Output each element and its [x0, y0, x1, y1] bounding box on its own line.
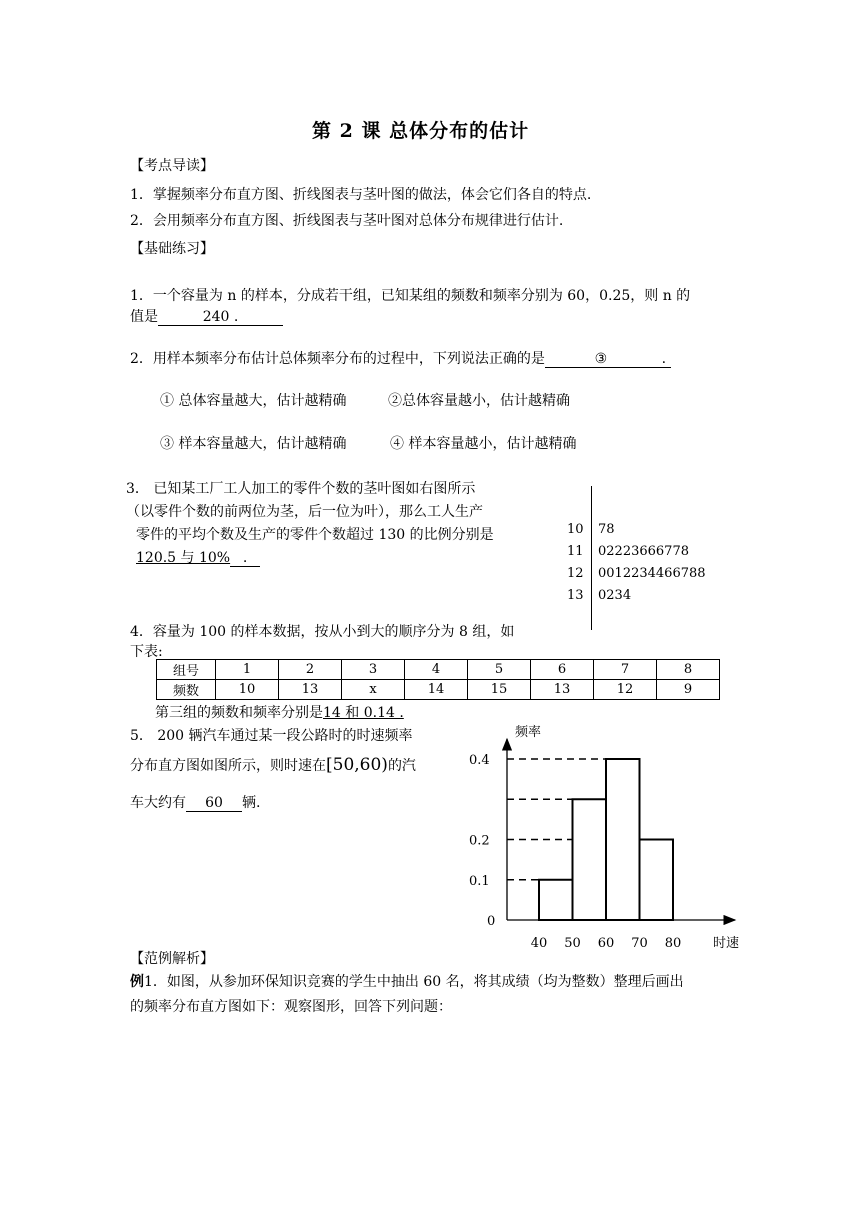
q5-line2 — [130, 755, 416, 775]
leaf-12: 0012234466788 — [598, 566, 706, 581]
stem-leaf-divider — [591, 486, 592, 630]
q2-option-3: ③ 样本容量越大，估计越精确 — [160, 436, 347, 452]
guide-item-2: 2．会用频率分布直方图、折线图表与茎叶图对总体分布规律进行估计. — [130, 213, 564, 229]
q5-line3-prefix: 车大约有 — [130, 795, 186, 811]
leaf-13: 0234 — [598, 588, 632, 603]
q2-option-1: ① 总体容量越大，估计越精确 — [160, 393, 347, 409]
q5-interval: [50,60) — [326, 755, 388, 775]
table-cell: 1 — [216, 660, 279, 680]
q2-option-2: ②总体容量越小，估计越精确 — [388, 393, 570, 409]
q2-question — [130, 348, 671, 368]
stem-13: 13 — [567, 588, 584, 603]
q4-answer-prefix: 第三组的频数和频率分别是 — [155, 705, 323, 721]
table-row — [157, 660, 720, 680]
stem-10: 10 — [567, 522, 584, 537]
q2-option-4: ④ 样本容量越小，估计越精确 — [390, 436, 577, 452]
q2-answer: ③ — [545, 351, 657, 368]
histogram-bar — [640, 840, 674, 921]
q1-answer: 240 . — [158, 309, 283, 326]
table-cell: 6 — [531, 660, 594, 680]
q1-line1: 1．一个容量为 n 的样本，分成若干组，已知某组的频数和频率分别为 60，0.25，则 n 的 — [130, 288, 691, 304]
table-cell: 组号 — [157, 660, 216, 680]
y-tick-label: 0 — [487, 914, 496, 929]
y-tick-label: 0.1 — [469, 873, 490, 889]
y-axis-label: 频率 — [515, 725, 542, 740]
table-cell: 3 — [342, 660, 405, 680]
q4-line2: 下表: — [130, 644, 163, 660]
table-cell: 5 — [468, 660, 531, 680]
table-cell: x — [342, 680, 405, 700]
example1-line2: 的频率分布直方图如下：观察图形，回答下列问题： — [130, 999, 452, 1015]
stem-12: 12 — [567, 566, 584, 581]
y-tick-label: 0.4 — [469, 753, 490, 768]
speed-histogram — [455, 715, 755, 955]
guide-heading: 【考点导读】 — [130, 158, 214, 174]
example-heading: 【范例解析】 — [130, 951, 214, 967]
x-tick-label: 50 — [564, 936, 581, 951]
q4-answer-line — [155, 702, 404, 722]
q5-line3 — [130, 792, 260, 812]
frequency-table — [156, 659, 720, 700]
practice-heading: 【基础练习】 — [130, 241, 214, 257]
table-row — [157, 680, 720, 700]
table-cell: 10 — [216, 680, 279, 700]
leaf-11: 02223666778 — [598, 544, 689, 559]
q4-line1: 4．容量为 100 的样本数据，按从小到大的顺序分为 8 组，如 — [130, 624, 515, 640]
x-axis-label: 时速 — [713, 936, 740, 951]
q3-line1: 3． 已知某工厂工人加工的零件个数的茎叶图如右图所示 — [126, 481, 476, 497]
q4-answer: 14 和 0.14 . — [323, 705, 404, 721]
leaf-10: 78 — [598, 522, 615, 537]
q3-line2: （以零件个数的前两位为茎，后一位为叶），那么工人生产 — [126, 504, 483, 520]
q3-answer: 120.5 与 10% — [136, 550, 231, 566]
q5-line3-suffix: 辆. — [242, 795, 261, 811]
q2-end: . — [657, 351, 671, 368]
y-tick-label: 0.2 — [469, 833, 490, 849]
x-tick-label: 60 — [597, 936, 615, 951]
x-tick-label: 80 — [664, 936, 682, 951]
table-cell: 9 — [657, 680, 720, 700]
example1-line1 — [130, 971, 684, 991]
q5-line2-prefix: 分布直方图如图所示，则时速在 — [130, 758, 326, 774]
guide-item-1: 1．掌握频率分布直方图、折线图表与茎叶图的做法，体会它们各自的特点. — [130, 187, 592, 203]
table-cell: 7 — [594, 660, 657, 680]
table-cell: 4 — [405, 660, 468, 680]
histogram-bar — [606, 759, 640, 920]
q1-prefix: 值是 — [130, 309, 158, 325]
q5-answer: 60 — [186, 795, 242, 812]
table-cell: 13 — [531, 680, 594, 700]
table-cell: 14 — [405, 680, 468, 700]
q5-line1: 5． 200 辆汽车通过某一段公路时的时速频率 — [130, 728, 413, 744]
page-title: 第 2 课 总体分布的估计 — [312, 120, 530, 142]
q3-line3: 零件的平均个数及生产的零件个数超过 130 的比例分别是 — [136, 527, 494, 543]
x-tick-label: 70 — [631, 936, 648, 951]
q2-text: 2．用样本频率分布估计总体频率分布的过程中，下列说法正确的是 — [130, 351, 545, 367]
q1-line2 — [130, 306, 283, 326]
table-cell: 2 — [279, 660, 342, 680]
table-cell: 12 — [594, 680, 657, 700]
x-tick-label: 40 — [530, 936, 548, 951]
table-cell: 8 — [657, 660, 720, 680]
histogram-bar — [573, 799, 607, 920]
table-cell: 频数 — [157, 680, 216, 700]
table-cell: 13 — [279, 680, 342, 700]
histogram-bar — [539, 880, 573, 920]
stem-11: 11 — [567, 544, 584, 559]
q5-line2-suffix: 的汽 — [387, 758, 416, 774]
q3-answer-line — [136, 547, 260, 567]
table-cell: 15 — [468, 680, 531, 700]
example-label: 例 — [130, 974, 144, 990]
example1-text: 1．如图，从参加环保知识竞赛的学生中抽出 60 名，将其成绩（均为整数）整理后画出 — [144, 974, 684, 990]
q3-end: . — [230, 550, 260, 567]
